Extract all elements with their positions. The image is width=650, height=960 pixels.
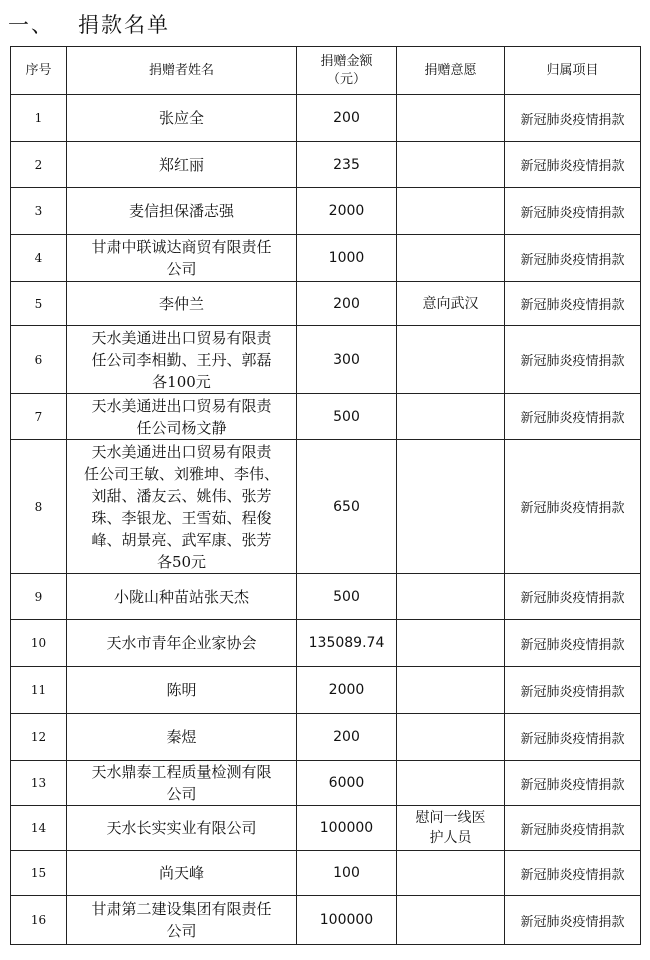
row-donor [67,142,297,188]
donor-line: 峰、胡景亮、武军康、张芳 [91,530,272,549]
donor-line: 珠、李银龙、王雪茹、程俊 [91,508,272,527]
header-project: 归属项目 [505,47,641,95]
donor-line: 任公司李相勤、王丹、郭磊 [91,350,272,369]
row-seq: 3 [11,188,67,235]
table-row [11,188,641,235]
row-seq: 4 [11,235,67,282]
row-project: 新冠肺炎疫情捐款 [505,282,641,326]
donor-line: 各100元 [152,372,211,391]
row-project: 新冠肺炎疫情捐款 [505,761,641,806]
donor-line: 天水鼎泰工程质量检测有限 [91,763,272,781]
donor-line: 麦信担保潘志强 [128,202,234,220]
intent-line: 护人员 [429,830,472,846]
row-donor [67,806,297,851]
row-amount: 100 [297,851,397,896]
row-seq: 10 [11,620,67,667]
row-project: 新冠肺炎疫情捐款 [505,896,641,945]
row-intent [397,714,505,761]
donor-line: 张应全 [158,109,204,127]
row-intent [397,326,505,394]
row-donor [67,394,297,440]
row-intent [397,851,505,896]
row-intent [397,761,505,806]
section-number: 一、 [8,13,54,37]
header-amount-line1: 捐赠金额 [320,53,373,69]
row-seq: 14 [11,806,67,851]
row-donor [67,282,297,326]
donor-line: 公司 [166,260,197,278]
table-row [11,394,641,440]
donor-line: 天水长实实业有限公司 [106,819,257,837]
donor-line: 任公司杨文静 [136,418,227,437]
row-seq: 2 [11,142,67,188]
table-row [11,896,641,945]
row-amount: 200 [297,95,397,142]
table-row [11,620,641,667]
row-amount: 500 [297,394,397,440]
table-row [11,235,641,282]
row-project: 新冠肺炎疫情捐款 [505,714,641,761]
row-intent [397,142,505,188]
donor-line: 刘甜、潘友云、姚伟、张芳 [91,486,272,505]
header-donor: 捐赠者姓名 [67,47,297,95]
row-amount: 100000 [297,806,397,851]
donor-line: 尚天峰 [158,864,204,882]
row-intent [397,806,505,851]
donor-line: 甘肃中联诚达商贸有限责任 [91,238,272,256]
section-title: 捐款名单 [78,13,170,37]
row-amount: 100000 [297,896,397,945]
donor-line: 甘肃第二建设集团有限责任 [91,900,272,918]
header-amount-line2: （元） [326,71,366,87]
row-amount: 135089.74 [297,620,397,667]
row-seq: 1 [11,95,67,142]
header-amount [297,47,397,95]
row-intent [397,440,505,574]
row-project: 新冠肺炎疫情捐款 [505,188,641,235]
header-seq: 序号 [11,47,67,95]
row-donor [67,620,297,667]
table-header-row [11,47,641,95]
table-body [11,95,641,945]
row-project: 新冠肺炎疫情捐款 [505,394,641,440]
table-row [11,142,641,188]
row-project: 新冠肺炎疫情捐款 [505,440,641,574]
intent-line: 意向武汉 [422,295,479,312]
row-project: 新冠肺炎疫情捐款 [505,142,641,188]
row-project: 新冠肺炎疫情捐款 [505,806,641,851]
table-row [11,574,641,620]
donor-line: 天水美通进出口贸易有限责 [91,328,272,347]
row-amount: 6000 [297,761,397,806]
row-project: 新冠肺炎疫情捐款 [505,851,641,896]
row-intent [397,620,505,667]
row-donor [67,667,297,714]
table-row [11,851,641,896]
row-amount: 235 [297,142,397,188]
row-project: 新冠肺炎疫情捐款 [505,95,641,142]
intent-line: 慰问一线医 [415,810,486,826]
row-intent [397,667,505,714]
row-donor [67,714,297,761]
table-row [11,714,641,761]
donor-line: 李仲兰 [158,294,204,313]
row-donor [67,851,297,896]
row-donor [67,235,297,282]
row-donor [67,574,297,620]
donor-line: 任公司王敏、刘雅坤、李伟、 [83,464,279,483]
row-project: 新冠肺炎疫情捐款 [505,574,641,620]
row-donor [67,896,297,945]
row-amount: 2000 [297,188,397,235]
donor-line: 各50元 [156,552,207,571]
row-project: 新冠肺炎疫情捐款 [505,326,641,394]
donor-line: 天水美通进出口贸易有限责 [91,442,272,461]
row-seq: 5 [11,282,67,326]
header-intent: 捐赠意愿 [397,47,505,95]
table-row [11,95,641,142]
donor-line: 陈明 [166,681,197,699]
row-amount: 500 [297,574,397,620]
donor-line: 秦煜 [166,728,197,746]
table-row [11,440,641,574]
donor-line: 天水美通进出口贸易有限责 [91,396,272,415]
row-seq: 8 [11,440,67,574]
row-amount: 650 [297,440,397,574]
row-donor [67,440,297,574]
row-seq: 11 [11,667,67,714]
row-donor [67,188,297,235]
row-seq: 6 [11,326,67,394]
row-amount: 200 [297,714,397,761]
row-intent [397,188,505,235]
row-donor [67,326,297,394]
row-seq: 12 [11,714,67,761]
row-seq: 9 [11,574,67,620]
row-seq: 7 [11,394,67,440]
section-heading [8,8,170,42]
donor-line: 公司 [166,785,197,803]
row-project: 新冠肺炎疫情捐款 [505,667,641,714]
row-intent [397,394,505,440]
row-project: 新冠肺炎疫情捐款 [505,235,641,282]
row-project: 新冠肺炎疫情捐款 [505,620,641,667]
table-row [11,326,641,394]
row-donor [67,95,297,142]
row-intent [397,282,505,326]
table-row [11,667,641,714]
row-amount: 1000 [297,235,397,282]
donor-line: 郑红丽 [158,155,204,174]
table-row [11,282,641,326]
row-seq: 16 [11,896,67,945]
row-intent [397,95,505,142]
donor-line: 小陇山种苗站张天杰 [113,587,249,606]
row-amount: 200 [297,282,397,326]
row-intent [397,896,505,945]
row-intent [397,574,505,620]
table-row [11,761,641,806]
row-amount: 300 [297,326,397,394]
row-seq: 15 [11,851,67,896]
row-seq: 13 [11,761,67,806]
row-donor [67,761,297,806]
donation-table [10,46,641,945]
table-row [11,806,641,851]
row-amount: 2000 [297,667,397,714]
donor-line: 天水市青年企业家协会 [106,634,257,652]
row-intent [397,235,505,282]
donor-line: 公司 [166,922,197,940]
